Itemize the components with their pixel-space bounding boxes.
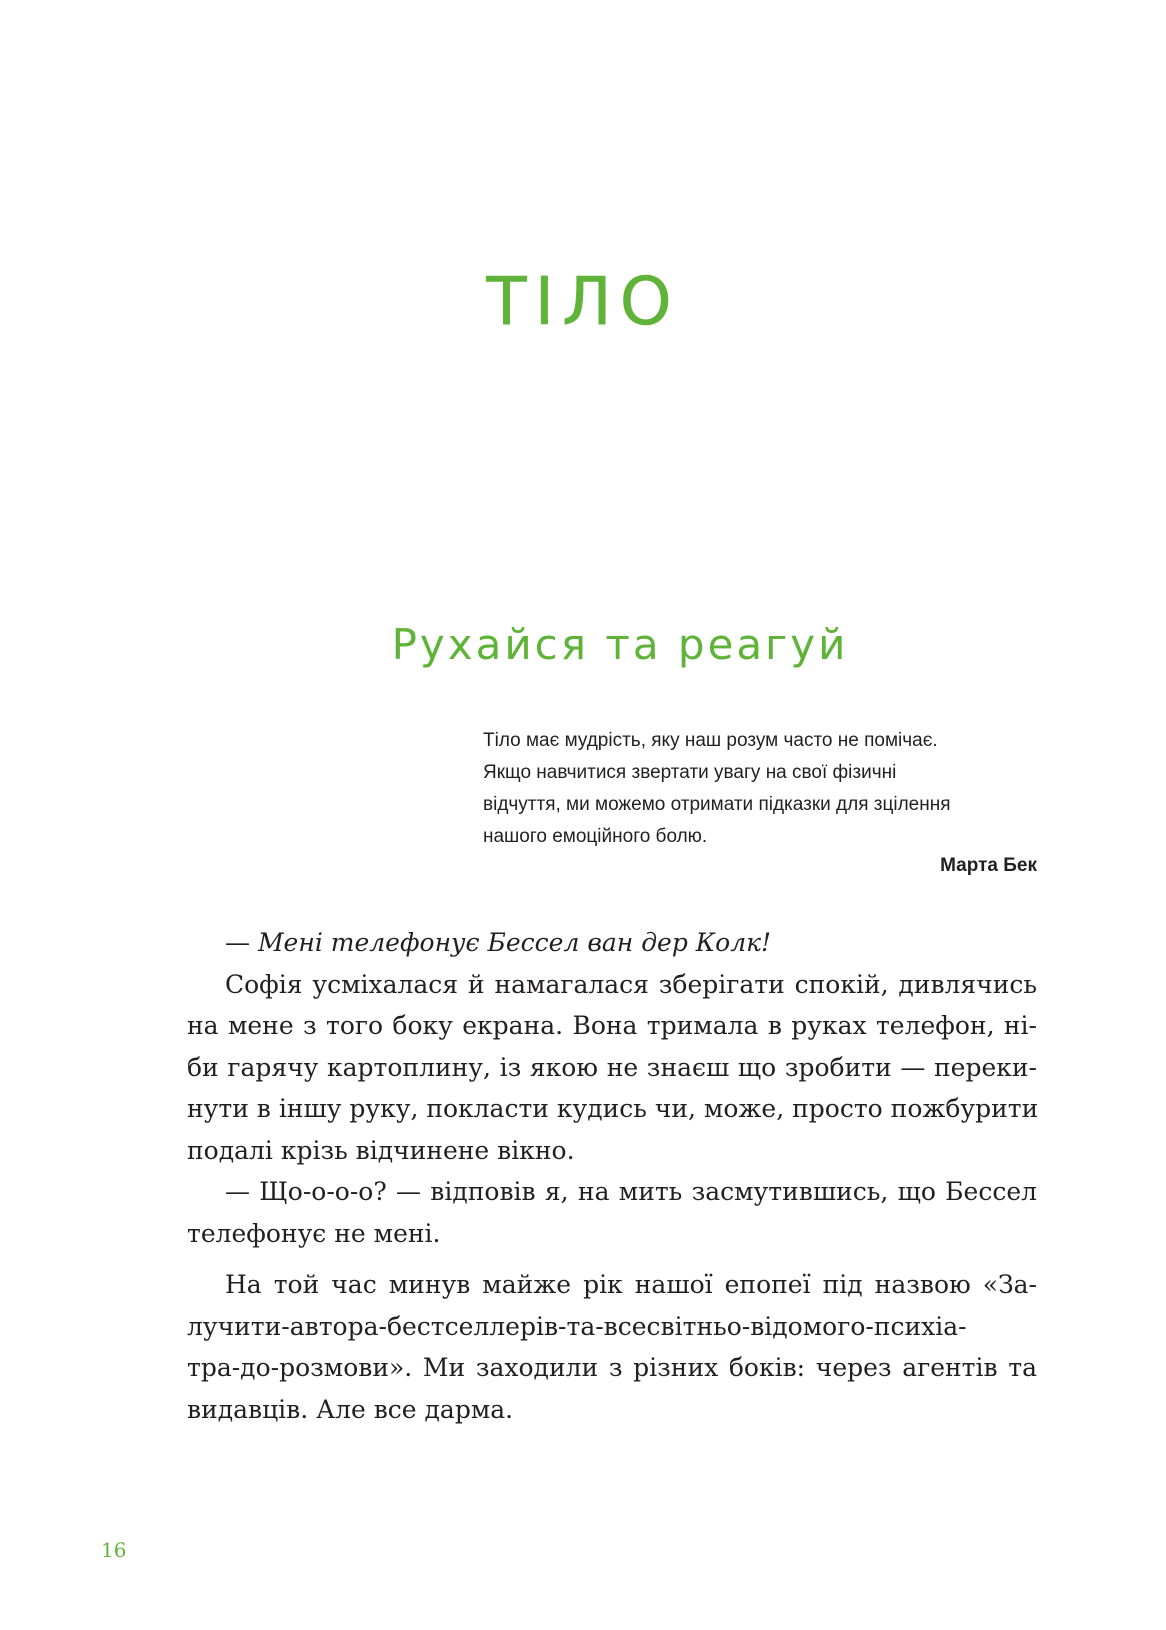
paragraph-line: на мене з того боку екрана. Вона тримала в руках телефон, ні-	[187, 1011, 1037, 1040]
epigraph-author: Марта Бек	[940, 855, 1037, 876]
paragraph-line: подалі крізь відчинене вікно.	[187, 1135, 575, 1165]
section-title: Рухайся та реагуй	[391, 620, 849, 669]
em-dash: —	[225, 928, 250, 957]
page-number: 16	[101, 1538, 127, 1562]
epigraph	[483, 725, 1043, 853]
paragraph-line: лучити-автора-бестселлерів-та-всесвітньо-відомого-психіа-	[187, 1311, 967, 1341]
chapter-title: ТІЛО	[486, 263, 680, 340]
paragraph-line: На той час минув майже рік нашої епопеї під назвою «За-	[225, 1270, 1037, 1299]
epigraph-line: Якщо навчитися звертати увагу на свої фізичні	[483, 762, 897, 783]
epigraph-line: Тіло має мудрість, яку наш розум часто не помічає.	[483, 730, 938, 751]
paragraph-line: нути в іншу руку, покласти кудись чи, може, просто пожбурити	[187, 1094, 1039, 1123]
paragraph-line: видавців. Але все дарма.	[187, 1394, 514, 1424]
epigraph-line: відчуття, ми можемо отримати підказки для зцілення	[483, 794, 951, 815]
paragraph-line: Софія усміхалася й намагалася зберігати спокій, дивлячись	[225, 969, 1037, 999]
paragraph-line: тра-до-розмови». Ми заходили з різних боків: через агентів та	[187, 1353, 1037, 1382]
body-text	[187, 922, 1037, 1430]
paragraph-line: телефонує не мені.	[187, 1218, 441, 1248]
paragraph-line: би гарячу картоплину, із якою не знаєш що зробити — переки-	[187, 1052, 1037, 1082]
paragraph-line: — Що-о-о-о? — відповів я, на мить засмутившись, що Бессел	[225, 1177, 1037, 1206]
dialogue-line	[187, 922, 1037, 964]
italic-quote: Мені телефонує Бессел ван дер Колк!	[257, 928, 772, 957]
epigraph-line: нашого емоційного болю.	[483, 826, 708, 847]
